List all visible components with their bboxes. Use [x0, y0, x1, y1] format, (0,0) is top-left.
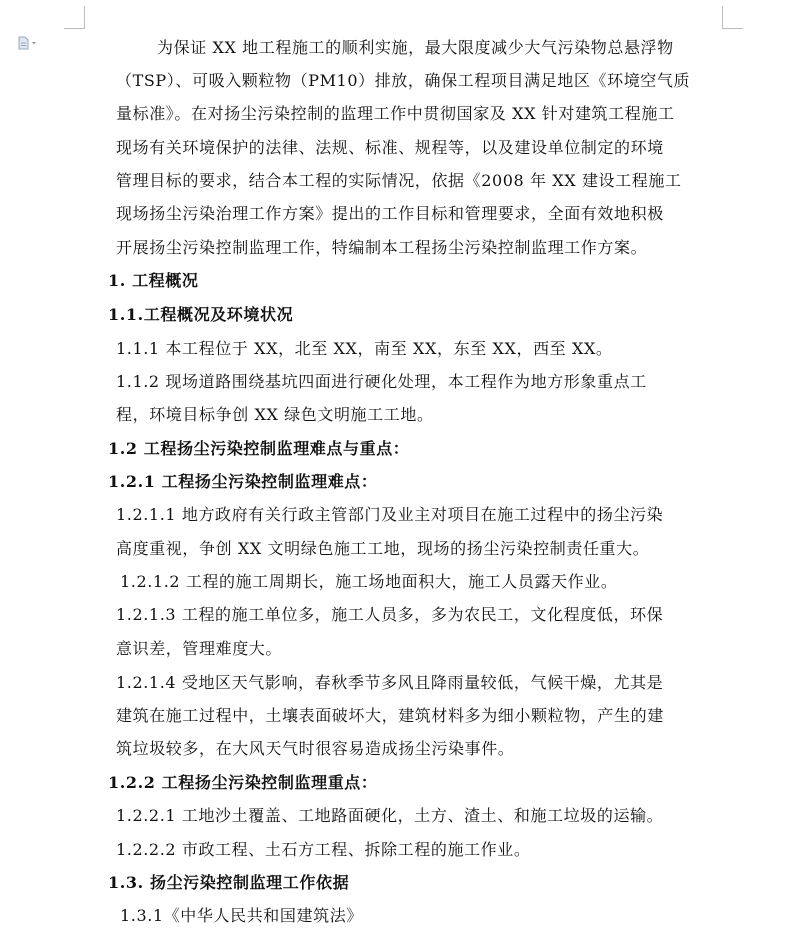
- para-1-3-1: 1.3.1《中华人民共和国建筑法》: [120, 906, 363, 925]
- intro-line-3: 量标准》。在对扬尘污染控制的监理工作中贯彻国家及 XX 针对建筑工程施工: [116, 104, 675, 123]
- heading-1-1: 1.1.工程概况及环境状况: [108, 305, 294, 324]
- para-1-2-1-1-line-2: 高度重视，争创 XX 文明绿色施工工地，现场的扬尘污染控制责任重大。: [116, 539, 650, 558]
- heading-1: 1. 工程概况: [108, 271, 199, 290]
- heading-1-2: 1.2 工程扬尘污染控制监理难点与重点：: [108, 439, 410, 458]
- heading-1-3: 1.3. 扬尘污染控制监理工作依据: [108, 873, 350, 892]
- para-1-1-2-line-2: 程，环境目标争创 XX 绿色文明施工工地。: [116, 405, 434, 424]
- heading-1-2-2: 1.2.2 工程扬尘污染控制监理重点：: [108, 773, 378, 792]
- intro-line-2: （TSP）、可吸入颗粒物（PM10）排放，确保工程项目满足地区《环境空气质: [116, 71, 691, 90]
- intro-line-6: 现场扬尘污染治理工作方案》提出的工作目标和管理要求，全面有效地积极: [116, 204, 664, 223]
- para-1-2-2-1: 1.2.2.1 工地沙土覆盖、工地路面硬化，土方、渣土、和施工垃圾的运输。: [116, 806, 664, 825]
- para-1-2-1-4-line-2: 建筑在施工过程中，土壤表面破坏大，建筑材料多为细小颗粒物，产生的建: [116, 706, 664, 725]
- para-1-2-1-4-line-3: 筑垃圾较多，在大风天气时很容易造成扬尘污染事件。: [116, 739, 515, 758]
- para-1-2-1-2: 1.2.1.2 工程的施工周期长，施工场地面积大，施工人员露天作业。: [120, 572, 618, 591]
- para-1-1-2-line-1: 1.1.2 现场道路围绕基坑四面进行硬化处理，本工程作为地方形象重点工: [116, 372, 647, 391]
- para-1-2-1-3-line-1: 1.2.1.3 工程的施工单位多，施工人员多，多为农民工，文化程度低，环保: [116, 605, 664, 624]
- para-1-2-1-4-line-1: 1.2.1.4 受地区天气影响，春秋季节多风且降雨量较低，气候干燥，尤其是: [116, 673, 664, 692]
- intro-line-7: 开展扬尘污染控制监理工作，特编制本工程扬尘污染控制监理工作方案。: [116, 238, 648, 257]
- crop-mark-top-right-horizontal: [722, 28, 743, 29]
- para-1-2-2-2: 1.2.2.2 市政工程、土石方工程、拆除工程的施工作业。: [116, 840, 531, 859]
- document-menu-icon[interactable]: [17, 36, 39, 50]
- intro-line-1: 为保证 XX 地工程施工的顺利实施，最大限度减少大气污染物总悬浮物: [157, 38, 674, 57]
- para-1-1-1: 1.1.1 本工程位于 XX，北至 XX，南至 XX，东至 XX，西至 XX。: [116, 339, 613, 358]
- intro-line-5: 管理目标的要求，结合本工程的实际情况，依据《2008 年 XX 建设工程施工: [116, 171, 682, 190]
- crop-mark-top-right-vertical: [722, 6, 723, 28]
- para-1-2-1-1-line-1: 1.2.1.1 地方政府有关行政主管部门及业主对项目在施工过程中的扬尘污染: [116, 505, 664, 524]
- crop-mark-top-left-vertical: [84, 6, 85, 28]
- crop-mark-top-left-horizontal: [64, 28, 85, 29]
- intro-line-4: 现场有关环境保护的法律、法规、标准、规程等，以及建设单位制定的环境: [116, 138, 664, 157]
- para-1-2-1-3-line-2: 意识差，管理难度大。: [116, 639, 283, 658]
- heading-1-2-1: 1.2.1 工程扬尘污染控制监理难点：: [108, 472, 378, 491]
